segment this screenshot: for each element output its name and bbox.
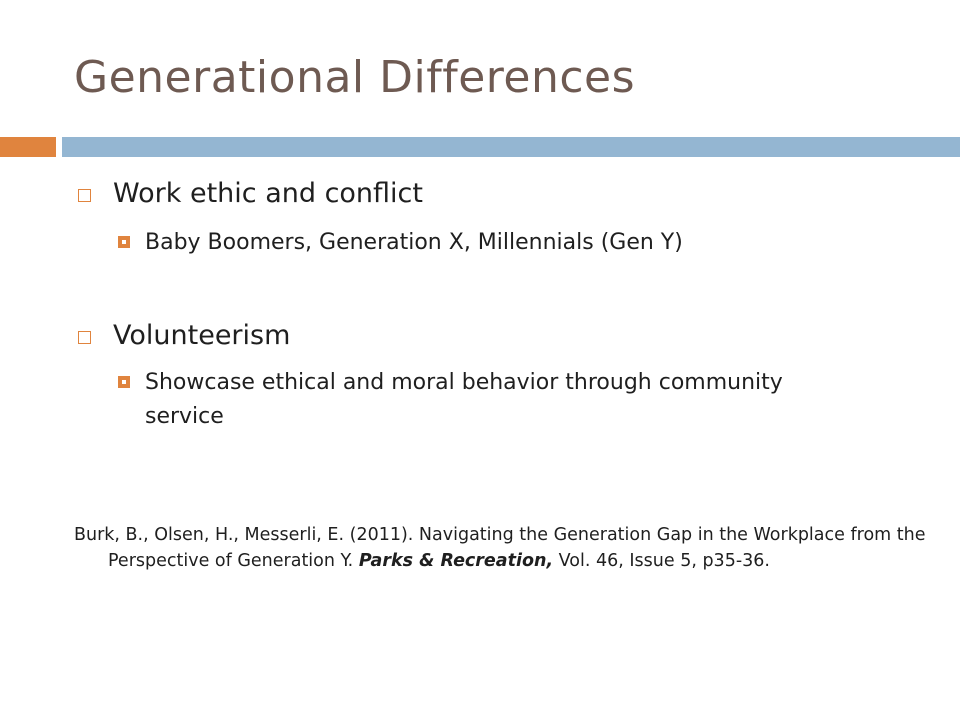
citation-text: Burk, B., Olsen, H., Messerli, E. (2011). Navigating the Generation Gap in the Workplace from the Perspective of Generation Y. <box>74 525 926 571</box>
slide-title: Generational Differences <box>74 52 636 103</box>
sub-bullet-text: Baby Boomers, Generation X, Millennials (Gen Y) <box>145 230 683 255</box>
bullet-work-ethic <box>78 178 423 209</box>
sub-bullet-community-service <box>118 366 795 434</box>
square-bullet-icon <box>118 236 130 248</box>
sub-bullet-text: Showcase ethical and moral behavior through community service <box>145 370 783 429</box>
bullet-text: Work ethic and conflict <box>113 178 423 209</box>
citation <box>74 522 938 574</box>
bullet-text: Volunteerism <box>113 320 291 351</box>
square-bullet-icon <box>118 376 130 388</box>
hollow-square-bullet-icon <box>78 331 91 344</box>
citation-journal: Parks & Recreation, <box>358 551 554 571</box>
title-underline-bar <box>62 137 960 157</box>
bullet-volunteerism <box>78 320 290 351</box>
hollow-square-bullet-icon <box>78 189 91 202</box>
citation-text-end: Vol. 46, Issue 5, p35-36. <box>553 551 770 571</box>
accent-bar <box>0 137 56 157</box>
sub-bullet-generations <box>118 226 795 260</box>
